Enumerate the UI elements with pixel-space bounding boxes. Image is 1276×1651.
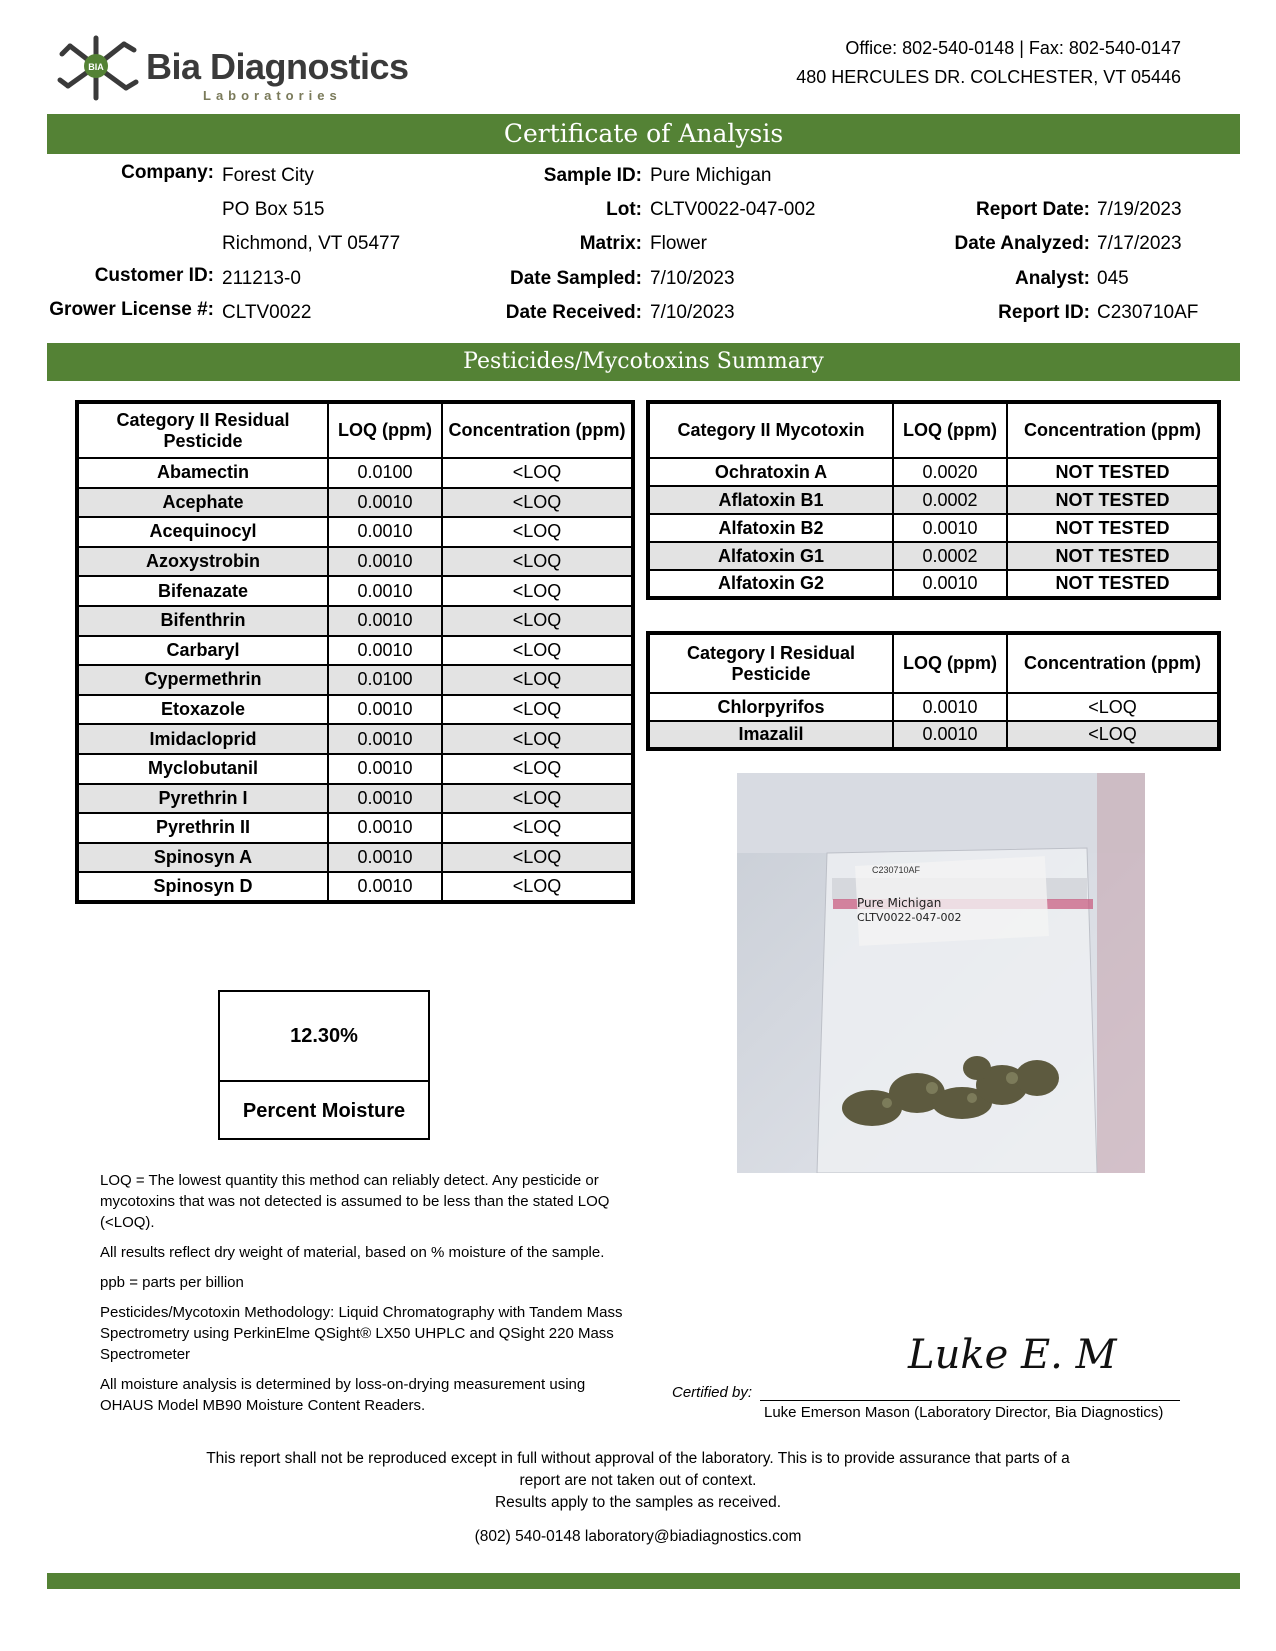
analyte-name: Ochratoxin A xyxy=(648,458,893,486)
column-header: Concentration (ppm) xyxy=(442,402,633,458)
category-1-pesticide-table xyxy=(646,631,1221,751)
disclaimer-line-2: report are not taken out of context. xyxy=(519,1472,757,1489)
customer-id-value: 211213-0 xyxy=(222,268,301,289)
analyte-name: Carbaryl xyxy=(77,636,328,666)
report-date-label: Report Date: xyxy=(975,199,1090,220)
photo-label-name: Pure Michigan xyxy=(857,896,942,910)
notes-section xyxy=(100,1170,630,1425)
analyte-name: Abamectin xyxy=(77,458,328,488)
table-row xyxy=(648,693,1219,721)
sample-photo xyxy=(737,773,1145,1173)
concentration-value: <LOQ xyxy=(442,636,633,666)
column-header: Category II Mycotoxin xyxy=(648,402,893,458)
photo-label-id: C230710AF xyxy=(872,865,921,875)
analyte-name: Alfatoxin G2 xyxy=(648,570,893,598)
date-received-value: 7/10/2023 xyxy=(650,302,735,323)
signature: Luke E. M xyxy=(908,1332,1117,1378)
company-label: Company: xyxy=(121,162,214,183)
concentration-value: NOT TESTED xyxy=(1007,542,1219,570)
footer-contact: (802) 540-0148 laboratory@biadiagnostics.com xyxy=(474,1528,802,1545)
concentration-value: <LOQ xyxy=(442,813,633,843)
footer-disclaimer xyxy=(0,1448,1276,1514)
concentration-value: <LOQ xyxy=(442,547,633,577)
loq-value: 0.0010 xyxy=(328,872,442,902)
analyte-name: Pyrethrin I xyxy=(77,784,328,814)
analyte-name: Pyrethrin II xyxy=(77,813,328,843)
matrix-label: Matrix: xyxy=(579,233,642,254)
analyte-name: Bifenthrin xyxy=(77,606,328,636)
address-line-1: PO Box 515 xyxy=(222,199,325,220)
analyte-name: Chlorpyrifos xyxy=(648,693,893,721)
concentration-value: <LOQ xyxy=(442,665,633,695)
category-2-pesticide-table xyxy=(75,400,635,904)
loq-value: 0.0010 xyxy=(893,514,1007,542)
concentration-value: <LOQ xyxy=(442,488,633,518)
concentration-value: <LOQ xyxy=(442,754,633,784)
analyst-label: Analyst: xyxy=(1015,268,1090,289)
analyte-name: Azoxystrobin xyxy=(77,547,328,577)
table-row xyxy=(77,606,633,636)
column-header: Category I Residual Pesticide xyxy=(648,633,893,693)
matrix-value: Flower xyxy=(650,233,708,254)
category-2-mycotoxin-table xyxy=(646,400,1221,600)
concentration-value: <LOQ xyxy=(442,517,633,547)
column-header: Concentration (ppm) xyxy=(1007,402,1219,458)
table-row xyxy=(77,784,633,814)
disclaimer-line-3: Results apply to the samples as received. xyxy=(494,1494,782,1511)
note-moisture-method: All moisture analysis is determined by loss-on-drying measurement using OHAUS Model MB90 Moisture Content Readers. xyxy=(100,1376,586,1414)
analyte-name: Aflatoxin B1 xyxy=(648,486,893,514)
table-row xyxy=(77,843,633,873)
analyte-name: Acequinocyl xyxy=(77,517,328,547)
loq-value: 0.0010 xyxy=(893,693,1007,721)
sample-id-value: Pure Michigan xyxy=(650,165,772,186)
date-analyzed-value: 7/17/2023 xyxy=(1097,233,1182,254)
table-row xyxy=(77,724,633,754)
date-analyzed-label: Date Analyzed: xyxy=(954,233,1090,254)
table-header-row xyxy=(77,402,633,458)
column-header: LOQ (ppm) xyxy=(893,402,1007,458)
moisture-value: 12.30% xyxy=(220,992,428,1082)
table-row xyxy=(77,636,633,666)
loq-value: 0.0010 xyxy=(328,695,442,725)
analyte-name: Alfatoxin B2 xyxy=(648,514,893,542)
table-header-row xyxy=(648,402,1219,458)
concentration-value: NOT TESTED xyxy=(1007,486,1219,514)
grower-license-label: Grower License #: xyxy=(49,299,214,320)
concentration-value: <LOQ xyxy=(442,606,633,636)
footer-bar xyxy=(47,1573,1240,1589)
report-date-value: 7/19/2023 xyxy=(1097,199,1182,220)
logo-name: Bia Diagnostics xyxy=(146,46,409,87)
concentration-value: NOT TESTED xyxy=(1007,570,1219,598)
office-phone-fax: Office: 802-540-0148 | Fax: 802-540-0147 xyxy=(845,38,1181,58)
table-row xyxy=(77,813,633,843)
report-id-label: Report ID: xyxy=(998,302,1090,323)
table-row xyxy=(648,721,1219,749)
concentration-value: <LOQ xyxy=(1007,693,1219,721)
address-line-2: Richmond, VT 05477 xyxy=(222,233,401,254)
analyte-name: Acephate xyxy=(77,488,328,518)
analyte-name: Myclobutanil xyxy=(77,754,328,784)
loq-value: 0.0020 xyxy=(893,458,1007,486)
table-row xyxy=(77,695,633,725)
table-row xyxy=(648,458,1219,486)
concentration-value: <LOQ xyxy=(442,576,633,606)
table-row xyxy=(648,486,1219,514)
loq-value: 0.0010 xyxy=(328,606,442,636)
certifier-name: Luke Emerson Mason (Laboratory Director, Bia Diagnostics) xyxy=(764,1404,1164,1421)
loq-value: 0.0010 xyxy=(328,784,442,814)
report-id-value: C230710AF xyxy=(1097,302,1199,323)
concentration-value: <LOQ xyxy=(442,724,633,754)
loq-value: 0.0002 xyxy=(893,542,1007,570)
certificate-title: Certificate of Analysis xyxy=(47,114,1240,154)
table-row xyxy=(77,576,633,606)
disclaimer-line-1: This report shall not be reproduced except in full without approval of the laboratory. This is to provide assurance that parts of a xyxy=(206,1450,1070,1467)
note-methodology: Pesticides/Mycotoxin Methodology: Liquid Chromatography with Tandem Mass Spectrometry using PerkinElme QSight® LX50 UHPLC and QSight 220 Mass Spectrometer xyxy=(100,1304,623,1363)
date-sampled-label: Date Sampled: xyxy=(510,268,642,289)
certified-label: Certified by: xyxy=(672,1384,753,1401)
note-loq: LOQ = The lowest quantity this method can reliably detect. Any pesticide or mycotoxins that was not detected is assumed to be less than the stated LOQ (<LOQ). xyxy=(100,1172,610,1231)
loq-value: 0.0010 xyxy=(328,724,442,754)
loq-value: 0.0010 xyxy=(328,813,442,843)
signature-line xyxy=(760,1400,1180,1401)
office-contact xyxy=(796,34,1181,92)
loq-value: 0.0100 xyxy=(328,458,442,488)
table-row xyxy=(77,872,633,902)
loq-value: 0.0010 xyxy=(328,636,442,666)
table-header-row xyxy=(648,633,1219,693)
lot-value: CLTV0022-047-002 xyxy=(650,199,816,220)
summary-title: Pesticides/Mycotoxins Summary xyxy=(47,343,1240,381)
column-header: LOQ (ppm) xyxy=(328,402,442,458)
concentration-value: <LOQ xyxy=(1007,721,1219,749)
table-row xyxy=(648,542,1219,570)
customer-id-label: Customer ID: xyxy=(94,265,214,286)
loq-value: 0.0100 xyxy=(328,665,442,695)
analyst-value: 045 xyxy=(1097,268,1129,289)
analyte-name: Etoxazole xyxy=(77,695,328,725)
loq-value: 0.0010 xyxy=(328,488,442,518)
office-address: 480 HERCULES DR. COLCHESTER, VT 05446 xyxy=(796,67,1181,87)
sample-id-label: Sample ID: xyxy=(543,165,642,186)
loq-value: 0.0010 xyxy=(893,721,1007,749)
svg-text:BIA: BIA xyxy=(88,62,104,72)
analyte-name: Bifenazate xyxy=(77,576,328,606)
loq-value: 0.0010 xyxy=(893,570,1007,598)
date-sampled-value: 7/10/2023 xyxy=(650,268,735,289)
table-row xyxy=(77,458,633,488)
analyte-name: Cypermethrin xyxy=(77,665,328,695)
loq-value: 0.0002 xyxy=(893,486,1007,514)
moisture-label: Percent Moisture xyxy=(242,1099,406,1122)
note-ppb: ppb = parts per billion xyxy=(100,1274,244,1291)
concentration-value: NOT TESTED xyxy=(1007,458,1219,486)
table-row xyxy=(77,517,633,547)
photo-label-lot: CLTV0022-047-002 xyxy=(857,911,962,924)
loq-value: 0.0010 xyxy=(328,517,442,547)
logo-subtitle: Laboratories xyxy=(203,88,342,103)
analyte-name: Spinosyn D xyxy=(77,872,328,902)
table-row xyxy=(648,514,1219,542)
column-header: Concentration (ppm) xyxy=(1007,633,1219,693)
column-header: Category II Residual Pesticide xyxy=(77,402,328,458)
company-value: Forest City xyxy=(222,165,314,186)
table-row xyxy=(77,547,633,577)
lot-label: Lot: xyxy=(606,199,642,220)
table-row xyxy=(77,665,633,695)
grower-license-value: CLTV0022 xyxy=(222,302,312,323)
loq-value: 0.0010 xyxy=(328,547,442,577)
analyte-name: Alfatoxin G1 xyxy=(648,542,893,570)
concentration-value: <LOQ xyxy=(442,843,633,873)
table-row xyxy=(77,488,633,518)
concentration-value: <LOQ xyxy=(442,872,633,902)
analyte-name: Imazalil xyxy=(648,721,893,749)
concentration-value: <LOQ xyxy=(442,784,633,814)
concentration-value: <LOQ xyxy=(442,458,633,488)
concentration-value: <LOQ xyxy=(442,695,633,725)
moisture-box xyxy=(218,990,430,1140)
note-dry-weight: All results reflect dry weight of material, based on % moisture of the sample. xyxy=(100,1244,605,1261)
table-row xyxy=(648,570,1219,598)
date-received-label: Date Received: xyxy=(505,302,642,323)
loq-value: 0.0010 xyxy=(328,576,442,606)
molecule-icon xyxy=(48,28,148,108)
concentration-value: NOT TESTED xyxy=(1007,514,1219,542)
table-row xyxy=(77,754,633,784)
loq-value: 0.0010 xyxy=(328,843,442,873)
loq-value: 0.0010 xyxy=(328,754,442,784)
column-header: LOQ (ppm) xyxy=(893,633,1007,693)
analyte-name: Spinosyn A xyxy=(77,843,328,873)
analyte-name: Imidacloprid xyxy=(77,724,328,754)
